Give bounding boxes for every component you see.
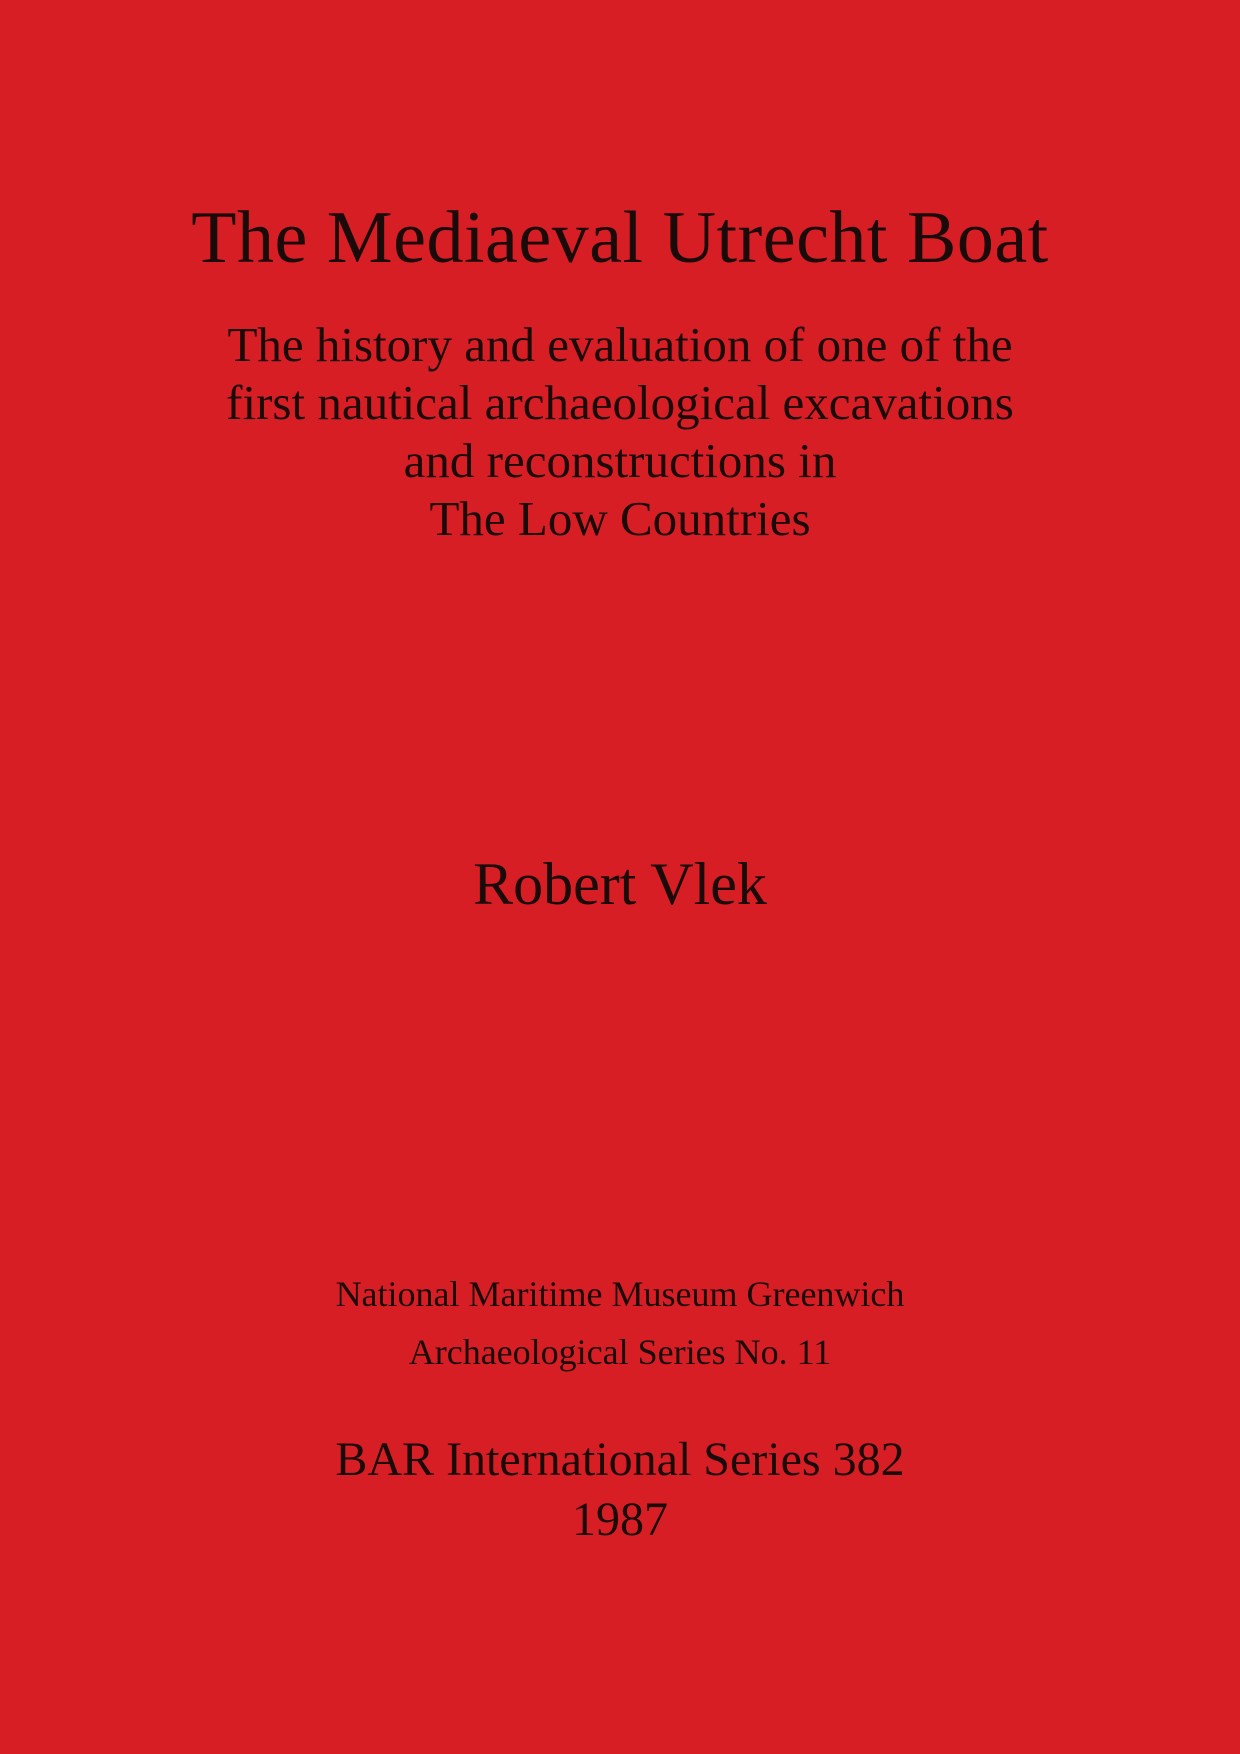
subtitle-line: The Low Countries <box>429 491 811 546</box>
subtitle-line: first nautical archaeological excavations <box>226 375 1014 430</box>
book-title: The Mediaeval Utrecht Boat <box>191 197 1049 279</box>
book-subtitle <box>0 316 1240 548</box>
bar-series-label: BAR International Series 382 <box>335 1433 905 1486</box>
subtitle-line: and reconstructions in <box>403 433 837 488</box>
series-line: Archaeological Series No. 11 <box>408 1332 832 1372</box>
series-line: National Maritime Museum Greenwich <box>335 1274 905 1314</box>
publication-year: 1987 <box>572 1493 668 1546</box>
subtitle-line: The history and evaluation of one of the <box>227 317 1013 372</box>
publisher-series <box>0 1430 1240 1550</box>
author-name: Robert Vlek <box>473 851 767 917</box>
museum-series <box>0 1265 1240 1381</box>
